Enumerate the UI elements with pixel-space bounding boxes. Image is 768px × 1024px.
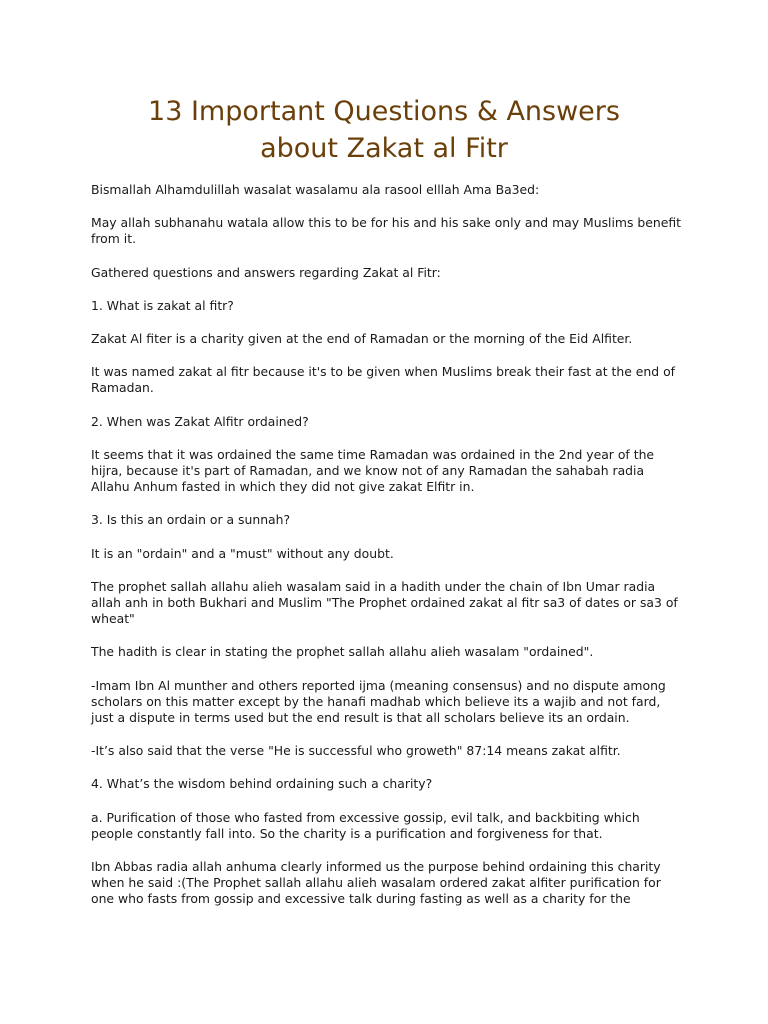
answer-3e: -It’s also said that the verse "He is successful who groweth" 87:14 means zakat alfitr. [91,743,621,759]
paragraph-intro: Bismallah Alhamdulillah wasalat wasalamu ala rasool elllah Ama Ba3ed: [91,182,540,197]
answer-3d: -Imam Ibn Al munther and others reported ijma (meaning consensus) and no dispute among scholars on this matter except by the hanafi madhab which believe its a wajib and not fard, just a dispute in terms used but the end result is that all scholars believe its an ordain. [91,677,666,726]
title-line-2: about Zakat al Fitr [260,133,508,164]
answer-4b: Ibn Abbas radia allah anhuma clearly informed us the purpose behind ordaining this charity when he said :(The Prophet sallah allahu alieh wasalam ordered zakat alfiter purification for one who fasts from gossip and excessive talk during fasting as well as a charity for the [91,859,661,907]
question-2: 2. When was Zakat Alfitr ordained? [91,413,309,429]
answer-4a: a. Purification of those who fasted from excessive gossip, evil talk, and backbiting which people constantly fall into. So the charity is a purification and forgiveness for that. [91,809,640,841]
document-body [91,182,683,925]
answer-3b: The prophet sallah allahu alieh wasalam said in a hadith under the chain of Ibn Umar radia allah anh in both Bukhari and Muslim "The Prophet ordained zakat al fitr sa3 of dates or sa3 of wheat" [91,578,678,627]
answer-1a: Zakat Al fiter is a charity given at the end of Ramadan or the morning of the Eid Alfiter. [91,331,633,347]
question-1: 1. What is zakat al fitr? [91,297,234,313]
document-title [91,93,677,167]
answer-3a: It is an "ordain" and a "must" without any doubt. [91,545,394,561]
answer-3c: The hadith is clear in stating the prophet sallah allahu alieh wasalam "ordained". [91,644,594,660]
paragraph-gathered: Gathered questions and answers regarding Zakat al Fitr: [91,264,441,280]
answer-1b: It was named zakat al fitr because it's to be given when Muslims break their fast at the end of Ramadan. [91,364,676,396]
question-4: 4. What’s the wisdom behind ordaining such a charity? [91,776,433,792]
title-line-1: 13 Important Questions & Answers [148,96,620,127]
answer-2: It seems that it was ordained the same time Ramadan was ordained in the 2nd year of the hijra, because it's part of Ramadan, and we know not of any Ramadan the sahabah radia Allahu Anhum fasted in which they did not give zakat Elfitr in. [91,446,655,495]
question-3: 3. Is this an ordain or a sunnah? [91,512,291,528]
paragraph-dua: May allah subhanahu watala allow this to be for his and his sake only and may Muslims benefit from it. [91,215,682,247]
